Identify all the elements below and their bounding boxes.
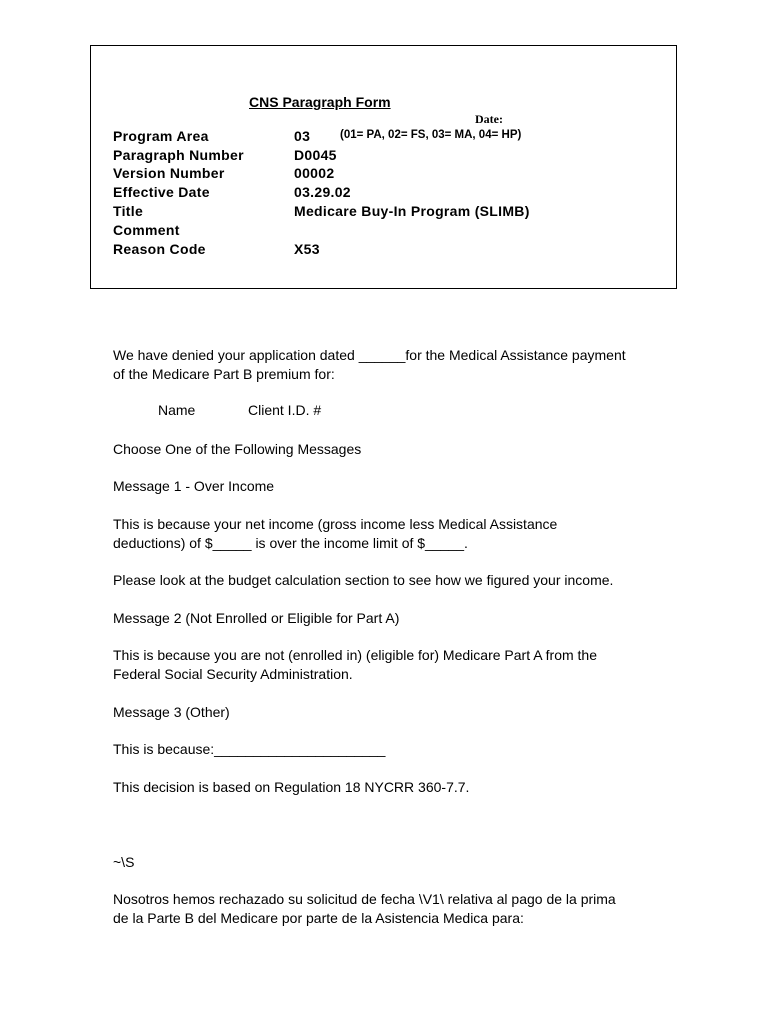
choose-message-heading: Choose One of the Following Messages bbox=[113, 441, 362, 457]
form-title: CNS Paragraph Form bbox=[249, 94, 391, 110]
version-number-value: 00002 bbox=[294, 165, 335, 181]
paragraph-number-label: Paragraph Number bbox=[113, 147, 244, 163]
version-number-label: Version Number bbox=[113, 165, 225, 181]
paragraph-number-value: D0045 bbox=[294, 147, 337, 163]
reason-code-label: Reason Code bbox=[113, 241, 206, 257]
title-value: Medicare Buy-In Program (SLIMB) bbox=[294, 203, 530, 219]
message-1-line-2: deductions) of $_____ is over the income limit of $_____. bbox=[113, 535, 468, 551]
reason-code-value: X53 bbox=[294, 241, 320, 257]
intro-line-1: We have denied your application dated ______for the Medical Assistance payment bbox=[113, 347, 626, 363]
program-area-label: Program Area bbox=[113, 128, 209, 144]
effective-date-label: Effective Date bbox=[113, 184, 210, 200]
program-area-value: 03 bbox=[294, 128, 311, 144]
spanish-line-1: Nosotros hemos rechazado su solicitud de fecha \V1\ relativa al pago de la prima bbox=[113, 891, 616, 907]
client-id-label: Client I.D. # bbox=[248, 402, 322, 418]
message-3-line: This is because:______________________ bbox=[113, 741, 386, 757]
message-1-heading: Message 1 - Over Income bbox=[113, 478, 275, 494]
message-1-line-1: This is because your net income (gross income less Medical Assistance bbox=[113, 516, 558, 532]
name-label: Name bbox=[158, 402, 196, 418]
regulation-line: This decision is based on Regulation 18 NYCRR 360-7.7. bbox=[113, 779, 470, 795]
message-2-line-1: This is because you are not (enrolled in) (eligible for) Medicare Part A from the bbox=[113, 647, 598, 663]
section-marker: ~\S bbox=[113, 854, 135, 870]
message-2-heading: Message 2 (Not Enrolled or Eligible for Part A) bbox=[113, 610, 400, 626]
comment-label: Comment bbox=[113, 222, 180, 238]
effective-date-value: 03.29.02 bbox=[294, 184, 351, 200]
message-3-heading: Message 3 (Other) bbox=[113, 704, 230, 720]
intro-line-2: of the Medicare Part B premium for: bbox=[113, 366, 335, 382]
program-area-note: (01= PA, 02= FS, 03= MA, 04= HP) bbox=[340, 129, 522, 141]
budget-line: Please look at the budget calculation section to see how we figured your income. bbox=[113, 572, 614, 588]
date-label: Date: bbox=[475, 112, 503, 126]
title-label: Title bbox=[113, 203, 144, 219]
spanish-line-2: de la Parte B del Medicare por parte de la Asistencia Medica para: bbox=[113, 910, 524, 926]
message-2-line-2: Federal Social Security Administration. bbox=[113, 666, 353, 682]
